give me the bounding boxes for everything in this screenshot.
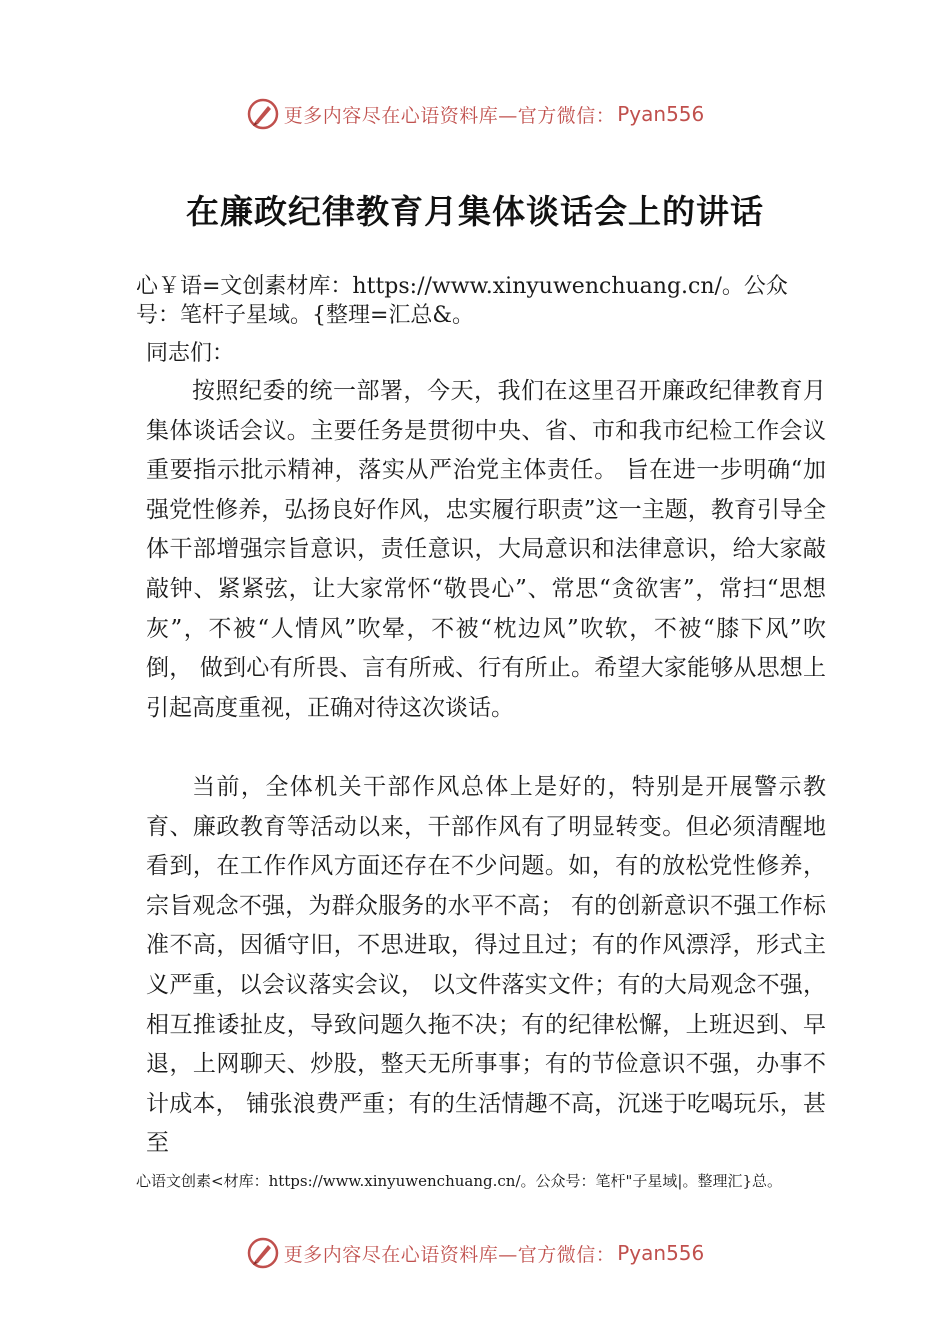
banner-text: 更多内容尽在心语资料库—官方微信： bbox=[283, 1243, 616, 1266]
footer-banner bbox=[0, 1233, 950, 1273]
pen-logo-icon bbox=[246, 97, 280, 131]
banner-text: 更多内容尽在心语资料库—官方微信： bbox=[283, 104, 616, 127]
document-title: 在廉政纪律教育月集体谈话会上的讲话 bbox=[186, 192, 764, 231]
header-banner bbox=[0, 94, 950, 134]
body-paragraph-1: 按照纪委的统一部署，今天，我们在这里召开廉政纪律教育月集体谈话会议。主要任务是贯彻中央、省、市和我市纪检工作会议重要指示批示精神，落实从严治党主体责任。 旨在进一步明确“加强党性修养，弘扬良好作风，忠实履行职责”这一主题，教育引导全体干部增强宗旨意识，责任意识，大局意识和法律意识，给大家敲敲钟、紧紧弦，让大家常怀“敬畏心”、常思“贪欲害”，常扫“思想灰”，不被“人情风”吹晕，不被“枕边风”吹软，不被“膝下风”吹倒， 做到心有所畏、言有所戒、行有所止。希望大家能够从思想上引起高度重视，正确对待这次谈话。 bbox=[146, 378, 826, 721]
pen-logo-icon bbox=[246, 1236, 280, 1270]
body-paragraph-2: 当前，全体机关干部作风总体上是好的，特别是开展警示教育、廉政教育等活动以来，干部作风有了明显转变。但必须清醒地看到，在工作作风方面还存在不少问题。如，有的放松党性修养，宗旨观念不强，为群众服务的水平不高； 有的创新意识不强工作标准不高，因循守旧，不思进取，得过且过；有的作风漂浮，形式主义严重，以会议落实会议， 以文件落实文件；有的大局观念不强，相互推诿扯皮，导致问题久拖不决；有的纪律松懈，上班迟到、早退，上网聊天、炒股，整天无所事事；有的节俭意识不强，办事不计成本， 铺张浪费严重；有的生活情趣不高，沉迷于吃喝玩乐，甚至 bbox=[146, 774, 826, 1157]
footer-note: 心语文创素<材库：https://www.xinyuwenchuang.cn/。公众号：笔杆"子星域|。整理汇}总。 bbox=[136, 1172, 782, 1190]
banner-handle: Pyan556 bbox=[617, 1241, 705, 1265]
banner-handle: Pyan556 bbox=[617, 102, 705, 126]
salutation: 同志们： bbox=[146, 341, 235, 366]
source-note: 心￥语=文创素材库：https://www.xinyuwenchuang.cn/。公众号：笔杆子星域。{整理=汇总&。 bbox=[136, 274, 788, 328]
